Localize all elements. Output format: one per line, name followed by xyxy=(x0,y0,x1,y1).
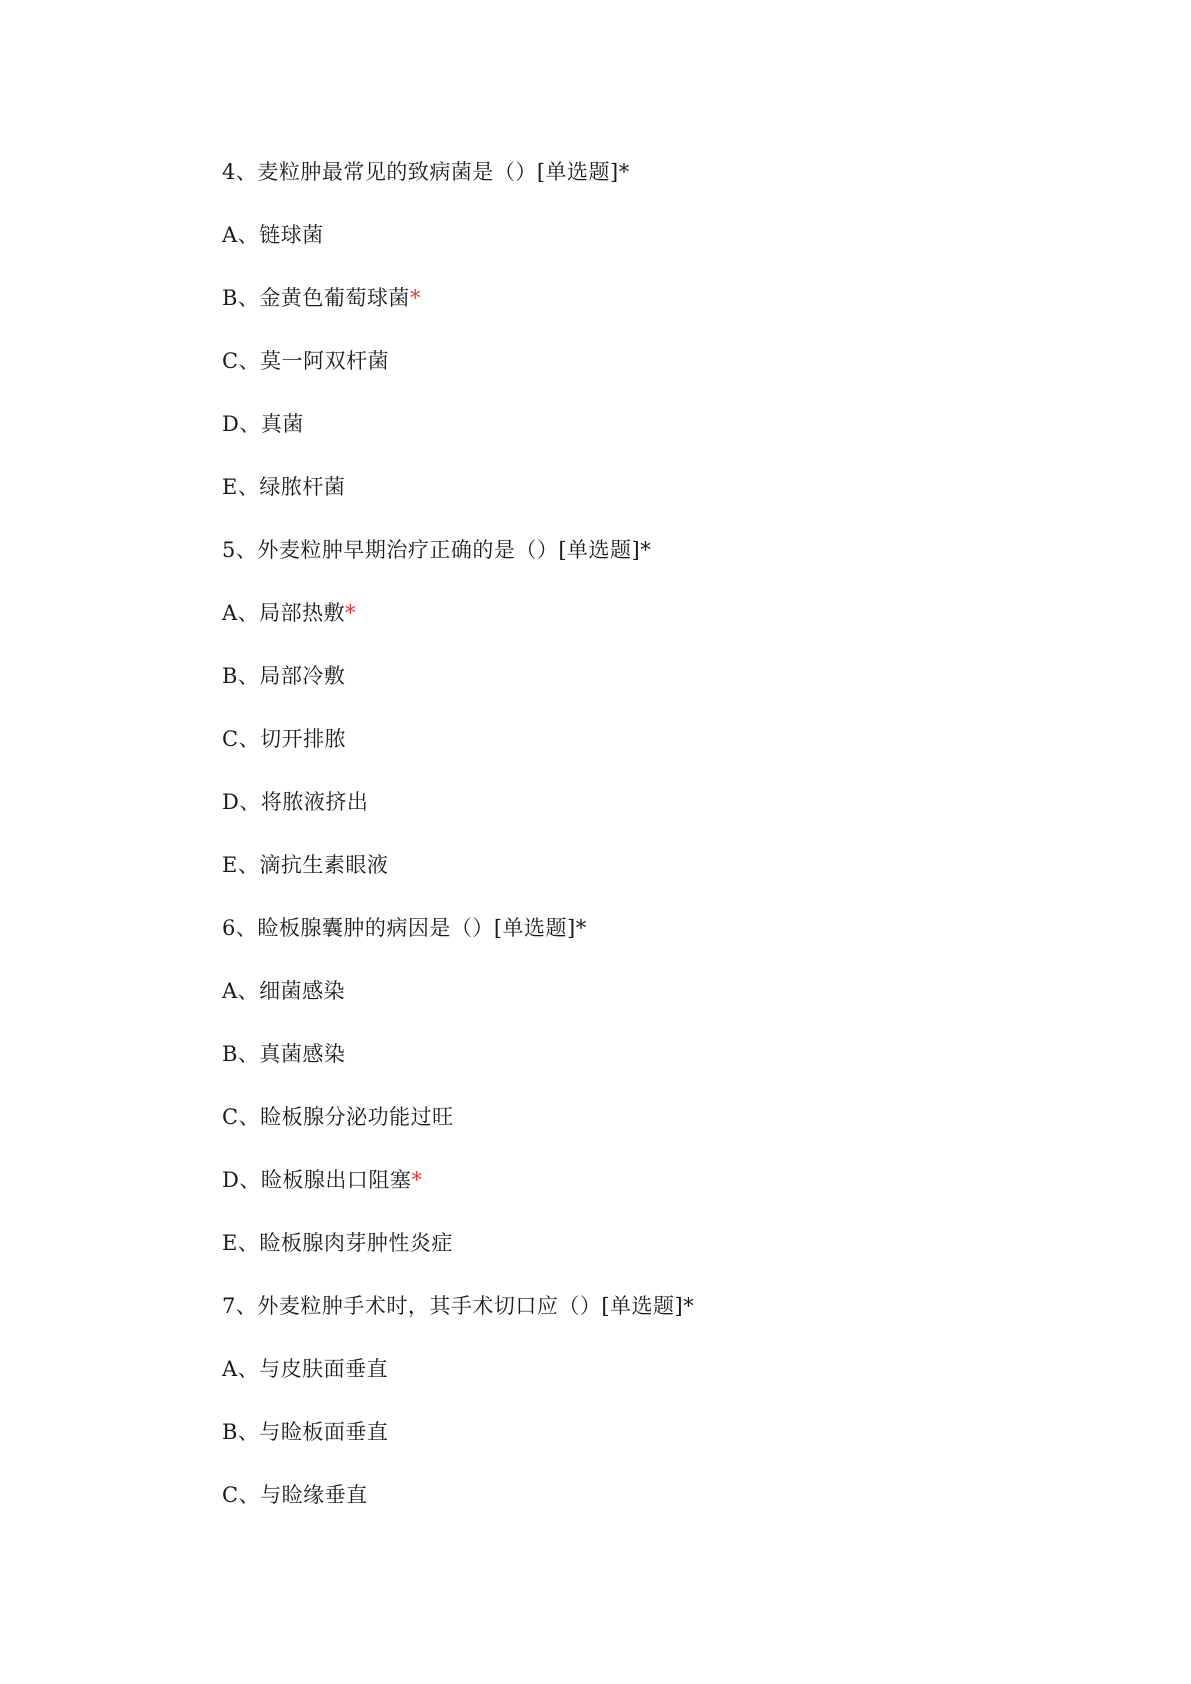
correct-answer-mark: * xyxy=(409,286,421,310)
option-label: C、切开排脓 xyxy=(222,727,347,751)
question-5-option-e xyxy=(222,851,388,879)
option-label: E、绿脓杆菌 xyxy=(222,475,346,499)
question-6-option-b xyxy=(222,1040,345,1068)
question-6-option-a xyxy=(222,977,345,1005)
option-label: C、睑板腺分泌功能过旺 xyxy=(222,1105,454,1129)
option-label: A、局部热敷 xyxy=(222,601,346,625)
question-5-text: 5、外麦粒肿早期治疗正确的是（）[单选题]* xyxy=(222,538,652,562)
question-4-option-d xyxy=(222,410,304,438)
option-label: D、睑板腺出口阻塞 xyxy=(222,1168,412,1192)
option-label: A、细菌感染 xyxy=(222,979,346,1003)
question-5-option-c xyxy=(222,725,346,753)
option-label: E、滴抗生素眼液 xyxy=(222,853,389,877)
correct-answer-mark: * xyxy=(411,1168,423,1192)
question-7-text: 7、外麦粒肿手术时，其手术切口应（）[单选题]* xyxy=(222,1294,695,1318)
question-4-option-a xyxy=(222,221,324,249)
question-7-option-c xyxy=(222,1481,368,1509)
question-7-option-a xyxy=(222,1355,388,1383)
option-label: B、与睑板面垂直 xyxy=(222,1420,389,1444)
correct-answer-mark: * xyxy=(345,601,357,625)
question-4-option-c xyxy=(222,347,389,375)
option-label: D、真菌 xyxy=(222,412,304,436)
question-7-option-b xyxy=(222,1418,388,1446)
question-4-option-e xyxy=(222,473,345,501)
question-6-option-e xyxy=(222,1229,453,1257)
question-6-option-d xyxy=(222,1166,422,1194)
option-label: B、真菌感染 xyxy=(222,1042,346,1066)
question-5-option-a xyxy=(222,599,356,627)
option-label: B、局部冷敷 xyxy=(222,664,346,688)
option-label: A、与皮肤面垂直 xyxy=(222,1357,389,1381)
option-label: C、莫一阿双杆菌 xyxy=(222,349,390,373)
question-5-option-d xyxy=(222,788,368,816)
option-label: E、睑板腺肉芽肿性炎症 xyxy=(222,1231,453,1255)
option-label: B、金黄色葡萄球菌 xyxy=(222,286,410,310)
option-label: A、链球菌 xyxy=(222,223,324,247)
question-6-text: 6、睑板腺囊肿的病因是（）[单选题]* xyxy=(222,916,587,940)
question-5-option-b xyxy=(222,662,345,690)
option-label: C、与睑缘垂直 xyxy=(222,1483,368,1507)
question-6-option-c xyxy=(222,1103,454,1131)
option-label: D、将脓液挤出 xyxy=(222,790,369,814)
question-4-option-b xyxy=(222,284,421,312)
question-4-text: 4、麦粒肿最常见的致病菌是（）[单选题]* xyxy=(222,160,630,184)
